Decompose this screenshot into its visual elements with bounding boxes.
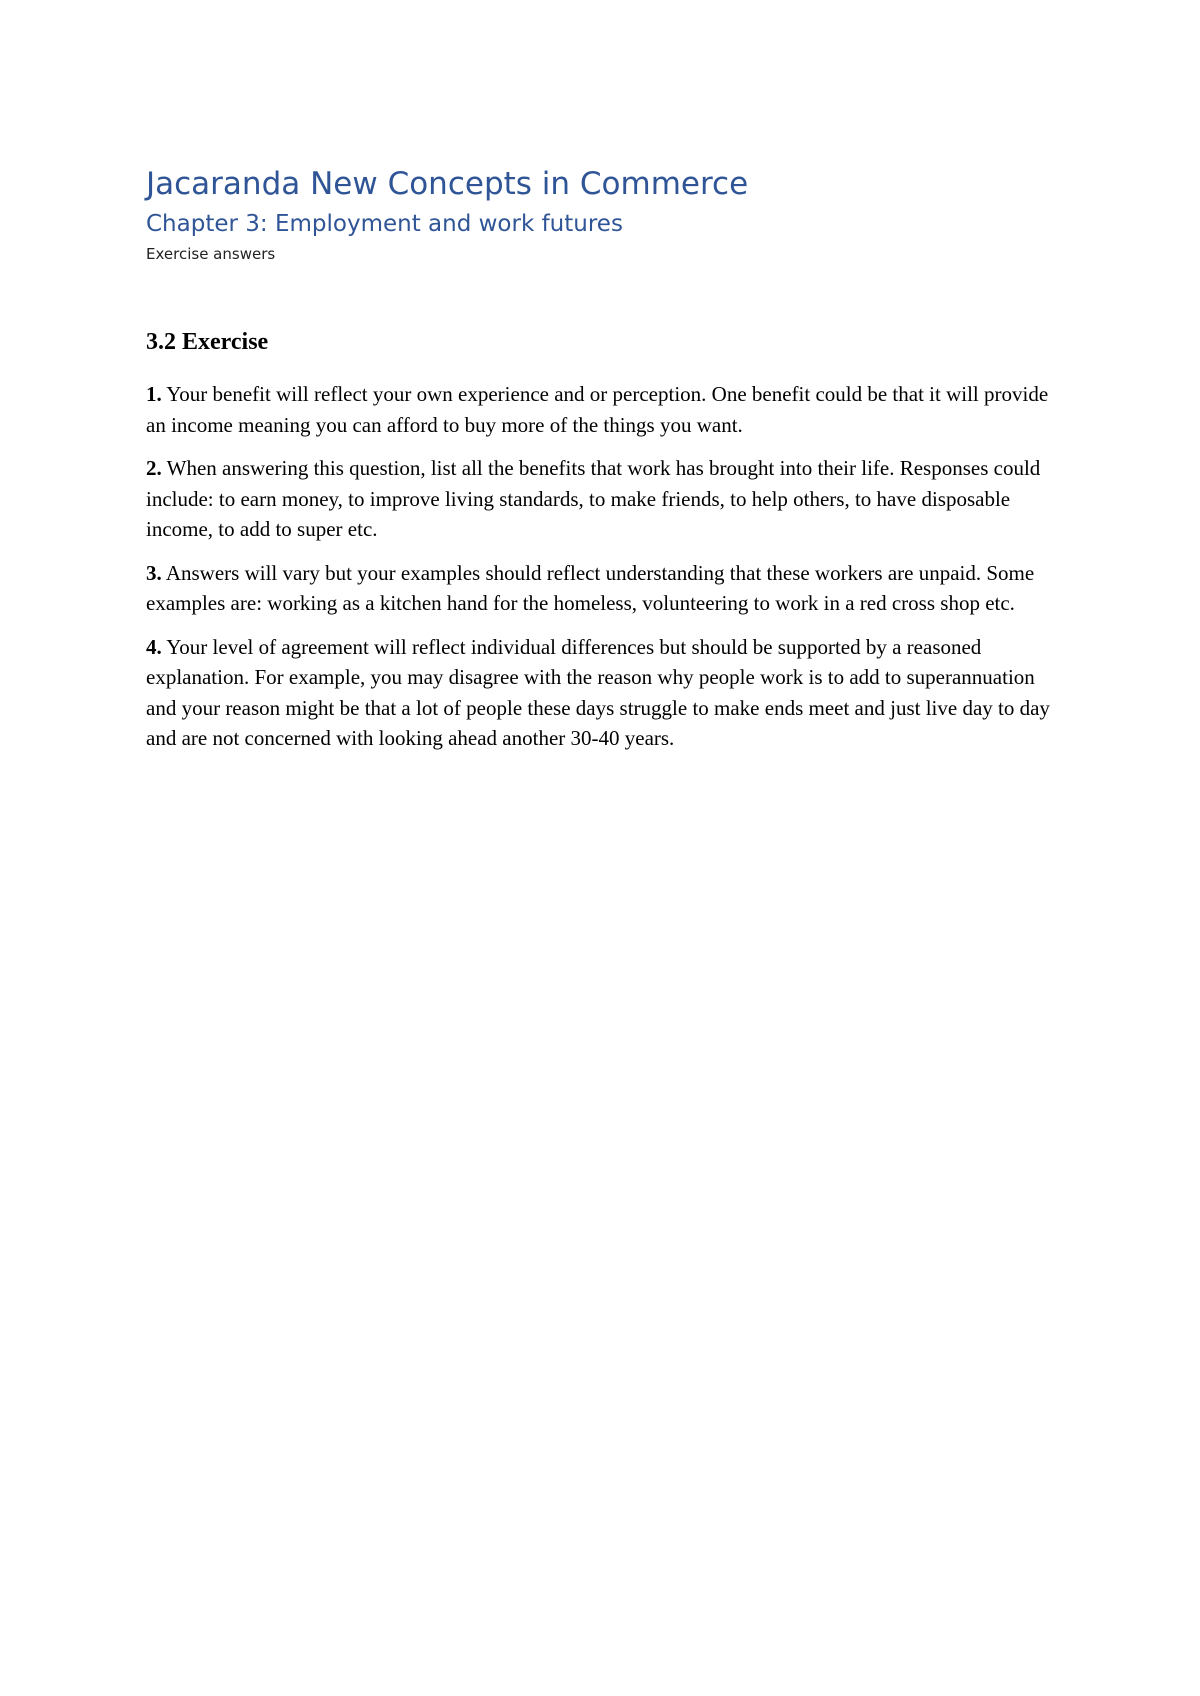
answer-text: Answers will vary but your examples should reflect understanding that these workers are unpaid. Some examples are: working as a kitchen hand for the homeless, volunteering to work in a red cross shop etc. — [146, 560, 1035, 616]
answer-number: 2. — [146, 456, 162, 481]
answer-item-2 — [146, 453, 1066, 545]
document-content — [146, 166, 1066, 767]
section-heading: 3.2 Exercise — [146, 329, 269, 356]
answer-number: 4. — [146, 634, 162, 659]
answer-item-1 — [146, 379, 1066, 440]
answer-number: 1. — [146, 382, 162, 407]
document-caption: Exercise answers — [146, 244, 276, 263]
answer-text: Your level of agreement will reflect individual differences but should be supported by a reasoned explanation. For example, you may disagree with the reason why people work is to add to superannuation and your reason might be that a lot of people these days struggle to make ends meet and just live day to day and are not concerned with looking ahead another 30-40 years. — [146, 634, 1050, 751]
answer-item-4 — [146, 632, 1066, 754]
document-title: Jacaranda New Concepts in Commerce — [146, 166, 749, 202]
chapter-subtitle: Chapter 3: Employment and work futures — [146, 211, 623, 238]
answer-item-3 — [146, 558, 1066, 619]
answer-number: 3. — [146, 560, 162, 585]
answer-text: Your benefit will reflect your own experience and or perception. One benefit could be that it will provide an income meaning you can afford to buy more of the things you want. — [146, 382, 1049, 437]
answer-text: When answering this question, list all the benefits that work has brought into their life. Responses could include: to earn money, to improve living standards, to make friends, to help others, to have disposable income, to add to super etc. — [146, 456, 1041, 542]
answer-list — [146, 379, 1066, 754]
